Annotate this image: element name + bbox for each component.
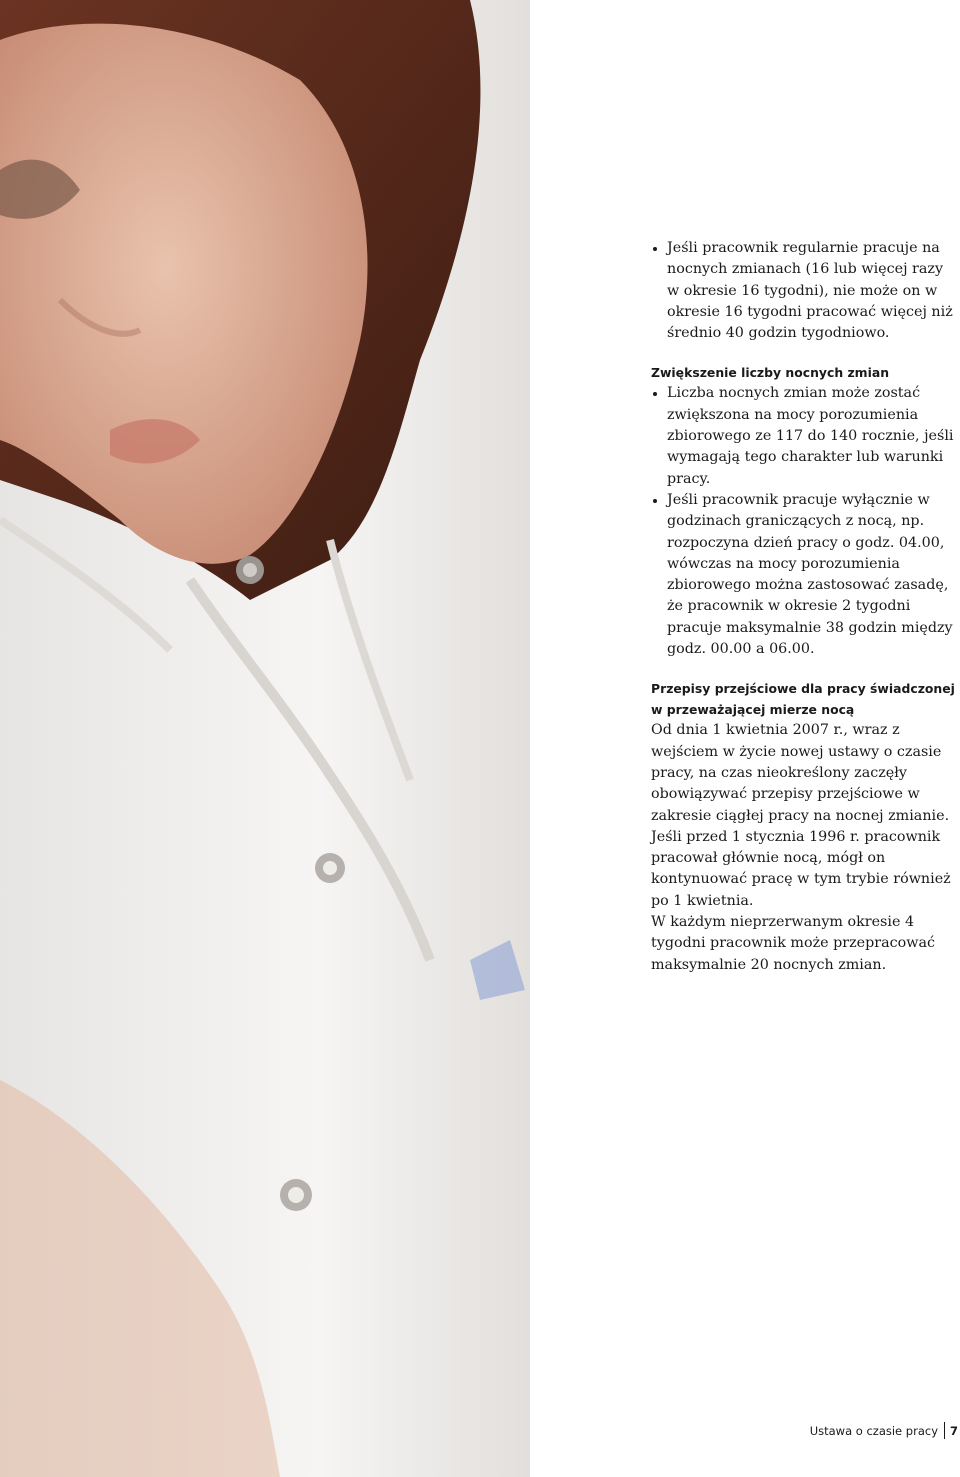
page-footer [800,1422,960,1442]
section-heading: Zwiększenie liczby nocnych zmian [651,365,890,381]
bullet-list-2 [651,383,956,660]
footer-divider [944,1422,945,1439]
list-item: Jeśli pracownik pracuje wyłącznie w godzinach graniczących z nocą, np. rozpoczyna dzień pracy o godz. 04.00, wówczas na mocy porozumienia zbiorowego można zastosować zasadę, że pracownik w okresie 2 tygodni pracuje maksymalnie 38 godzin między godz. 00.00 a 06.00. [651,490,956,660]
section-heading: Przepisy przejściowe dla pracy świadczonej w przeważającej mierze nocą [651,681,955,718]
paragraph: Od dnia 1 kwietnia 2007 r., wraz z wejściem w życie nowej ustawy o czasie pracy, na czas nieokreślony zaczęły obowiązywać przepisy przejściowe w zakresie ciągłej pracy na nocnej zmianie. Jeśli przed 1 stycznia 1996 r. pracownik pracował głównie nocą, mógł on kontynuować pracę w tym trybie również po 1 kwietnia. [651,722,951,909]
text-column [651,238,956,976]
list-item: Liczba nocnych zmian może zostać zwiększona na mocy porozumienia zbiorowego ze 117 do 140 rocznie, jeśli wymagają tego charakter lub warunki pracy. [651,383,956,489]
list-item: Jeśli pracownik regularnie pracuje na nocnych zmianach (16 lub więcej razy w okresie 16 tygodni), nie może on w okresie 16 tygodni pracować więcej niż średnio 40 godzin tygodniowo. [651,238,956,344]
paragraph: W każdym nieprzerwanym okresie 4 tygodni pracownik może przepracować maksymalnie 20 nocnych zmian. [651,914,935,973]
page-number: 7 [949,1424,958,1438]
bullet-list-1 [651,238,956,344]
footer-title: Ustawa o czasie pracy [809,1424,938,1438]
